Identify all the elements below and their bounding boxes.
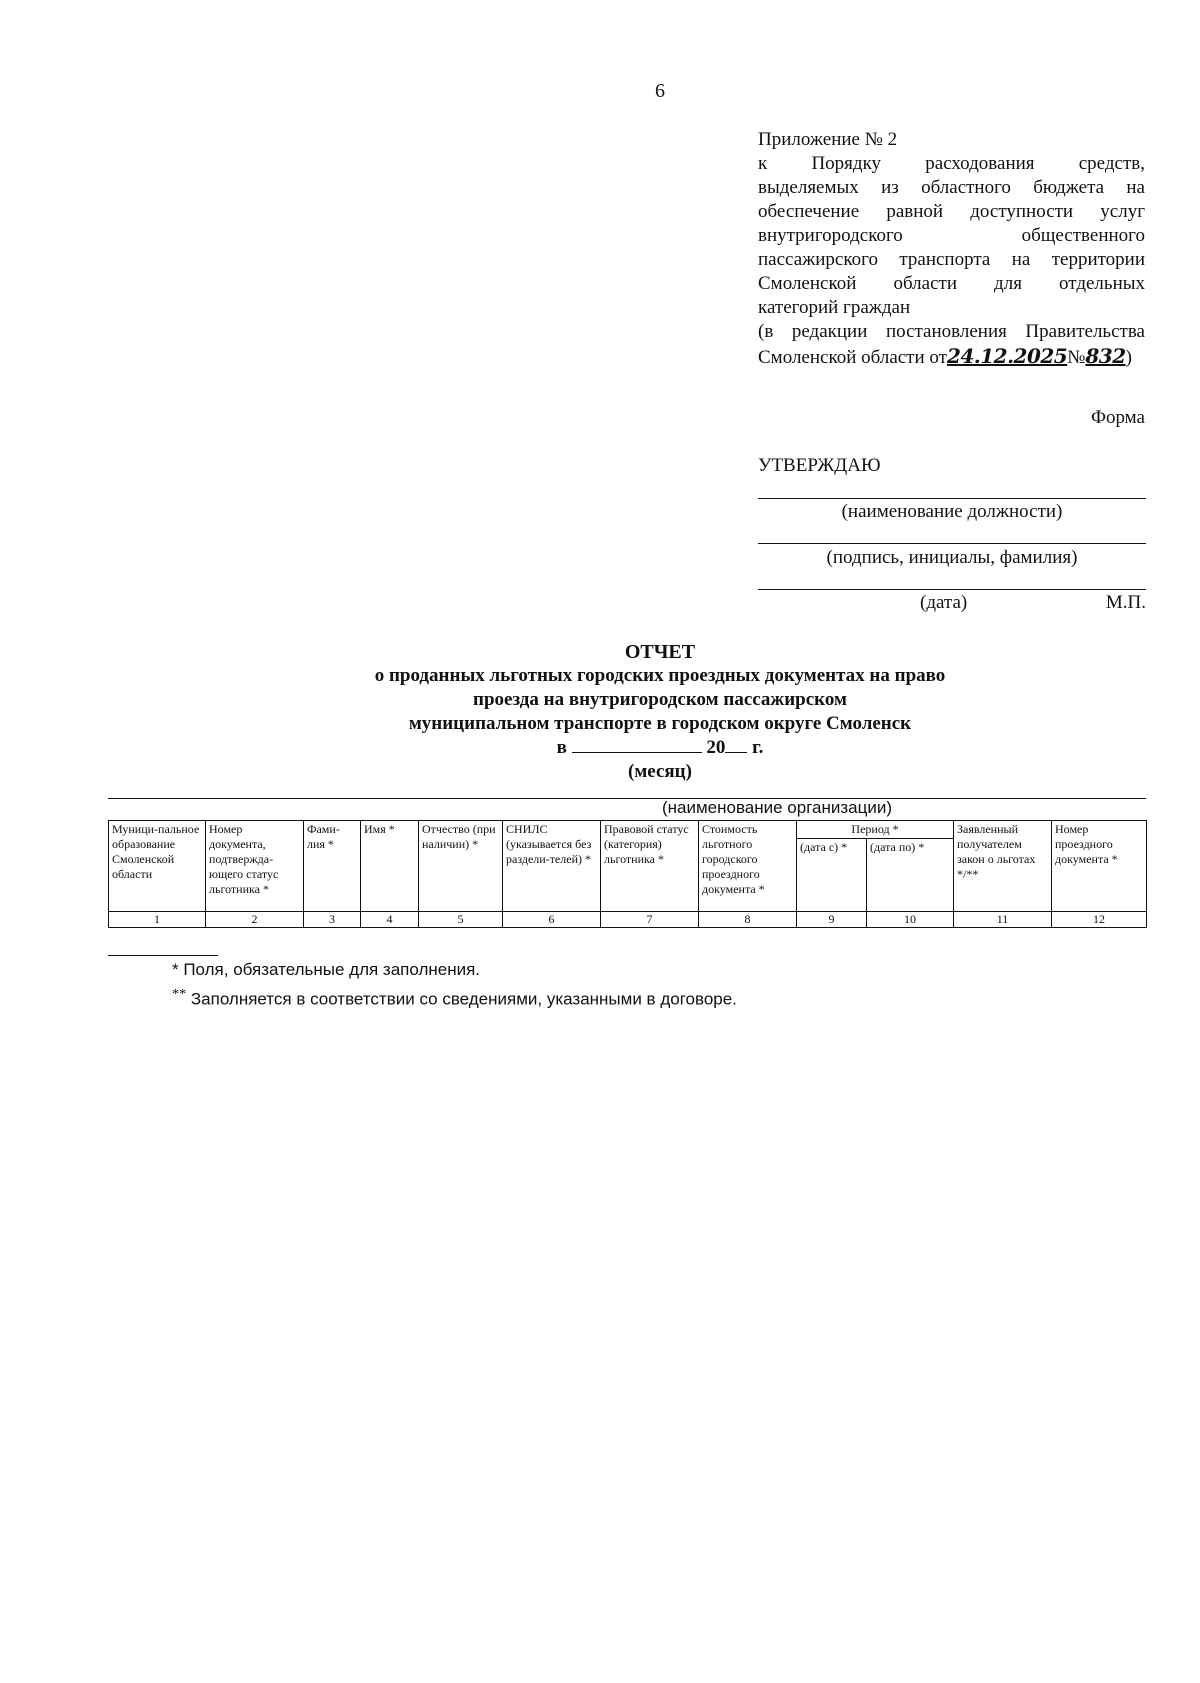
column-number: 8: [699, 912, 797, 928]
header-document-number: Номер документа, подтвержда-ющего статус льготника *: [206, 821, 304, 912]
report-table: [108, 820, 1147, 928]
report-subtitle-line: о проданных льготных городских проездных документах на право: [374, 665, 946, 686]
column-number: 10: [867, 912, 954, 928]
date-line: [758, 589, 1146, 590]
signature-caption: (подпись, инициалы, фамилия): [826, 547, 1078, 568]
month-caption: (месяц): [628, 761, 692, 782]
header-municipality: Муници-пальное образование Смоленской области: [109, 821, 206, 912]
appendix-line: Смоленской области для отдельных: [758, 273, 1145, 294]
header-snils: СНИЛС (указывается без раздели-телей) *: [503, 821, 601, 912]
year-blank: [725, 736, 747, 753]
footnote-separator: [108, 955, 218, 956]
signature-line: [758, 543, 1146, 544]
header-legal-status: Правовой статус (категория) льготника *: [601, 821, 699, 912]
organization-caption: (наименование организации): [661, 798, 893, 817]
header-surname: Фами-лия *: [304, 821, 361, 912]
appendix-line: обеспечение равной доступности услуг: [758, 201, 1145, 222]
header-ticket-cost: Стоимость льготного городского проездного документа *: [699, 821, 797, 912]
column-number: 3: [304, 912, 361, 928]
period-year: 20: [706, 737, 726, 758]
table-header-row: [109, 821, 1147, 839]
approve-heading: УТВЕРЖДАЮ: [758, 455, 881, 476]
revision-reference: [758, 344, 1145, 370]
revision-line: (в редакции постановления Правительства: [758, 321, 1145, 342]
period-prefix: в: [556, 737, 567, 758]
form-label: Форма: [1090, 407, 1145, 428]
column-number: 4: [361, 912, 419, 928]
appendix-title: Приложение № 2: [758, 129, 898, 150]
header-date-from: (дата с) *: [797, 839, 867, 912]
report-title-block: [280, 640, 1040, 784]
appendix-line: к Порядку расходования средств,: [758, 153, 1145, 174]
table-number-row: [109, 912, 1147, 928]
column-number: 2: [206, 912, 304, 928]
column-number: 1: [109, 912, 206, 928]
revision-suffix: ): [1125, 347, 1132, 368]
footnote-mark: **: [172, 986, 187, 1002]
month-blank: [572, 736, 702, 753]
report-subtitle-line: муниципальном транспорте в городском округе Смоленск: [408, 713, 912, 734]
position-line: [758, 498, 1146, 499]
report-subtitle-line: проезда на внутригородском пассажирском: [473, 689, 847, 710]
footnote-contract-text: Заполняется в соответствии со сведениями, указанными в договоре.: [190, 989, 737, 1009]
column-number: 6: [503, 912, 601, 928]
handwritten-date: 24.12.2025: [946, 344, 1068, 368]
revision-prefix: Смоленской области от: [758, 347, 947, 368]
position-caption: (наименование должности): [841, 501, 1063, 522]
footnote-required: * Поля, обязательные для заполнения.: [172, 960, 481, 979]
date-caption: (дата): [920, 592, 968, 613]
column-number: 12: [1052, 912, 1147, 928]
column-number: 9: [797, 912, 867, 928]
appendix-line: выделяемых из областного бюджета на: [758, 177, 1145, 198]
header-period: Период *: [797, 821, 954, 839]
header-benefit-law: Заявленный получателем закон о льготах */**: [954, 821, 1052, 912]
header-ticket-number: Номер проездного документа *: [1052, 821, 1147, 912]
header-first-name: Имя *: [361, 821, 419, 912]
column-number: 7: [601, 912, 699, 928]
appendix-header: [758, 128, 1145, 370]
column-number: 11: [954, 912, 1052, 928]
page-number: 6: [655, 80, 665, 102]
handwritten-number: 832: [1085, 344, 1126, 368]
revision-number-label: №: [1067, 347, 1086, 368]
footnote-contract: [172, 986, 737, 1010]
report-period: [280, 736, 1040, 760]
appendix-line: пассажирского транспорта на территории: [758, 249, 1145, 270]
header-date-to: (дата по) *: [867, 839, 954, 912]
report-title: ОТЧЕТ: [624, 641, 696, 663]
period-suffix: г.: [752, 737, 764, 758]
column-number: 5: [419, 912, 503, 928]
appendix-line: внутригородского общественного: [758, 225, 1145, 246]
appendix-line: категорий граждан: [758, 297, 911, 318]
stamp-caption: М.П.: [1105, 592, 1146, 613]
header-patronymic: Отчество (при наличии) *: [419, 821, 503, 912]
